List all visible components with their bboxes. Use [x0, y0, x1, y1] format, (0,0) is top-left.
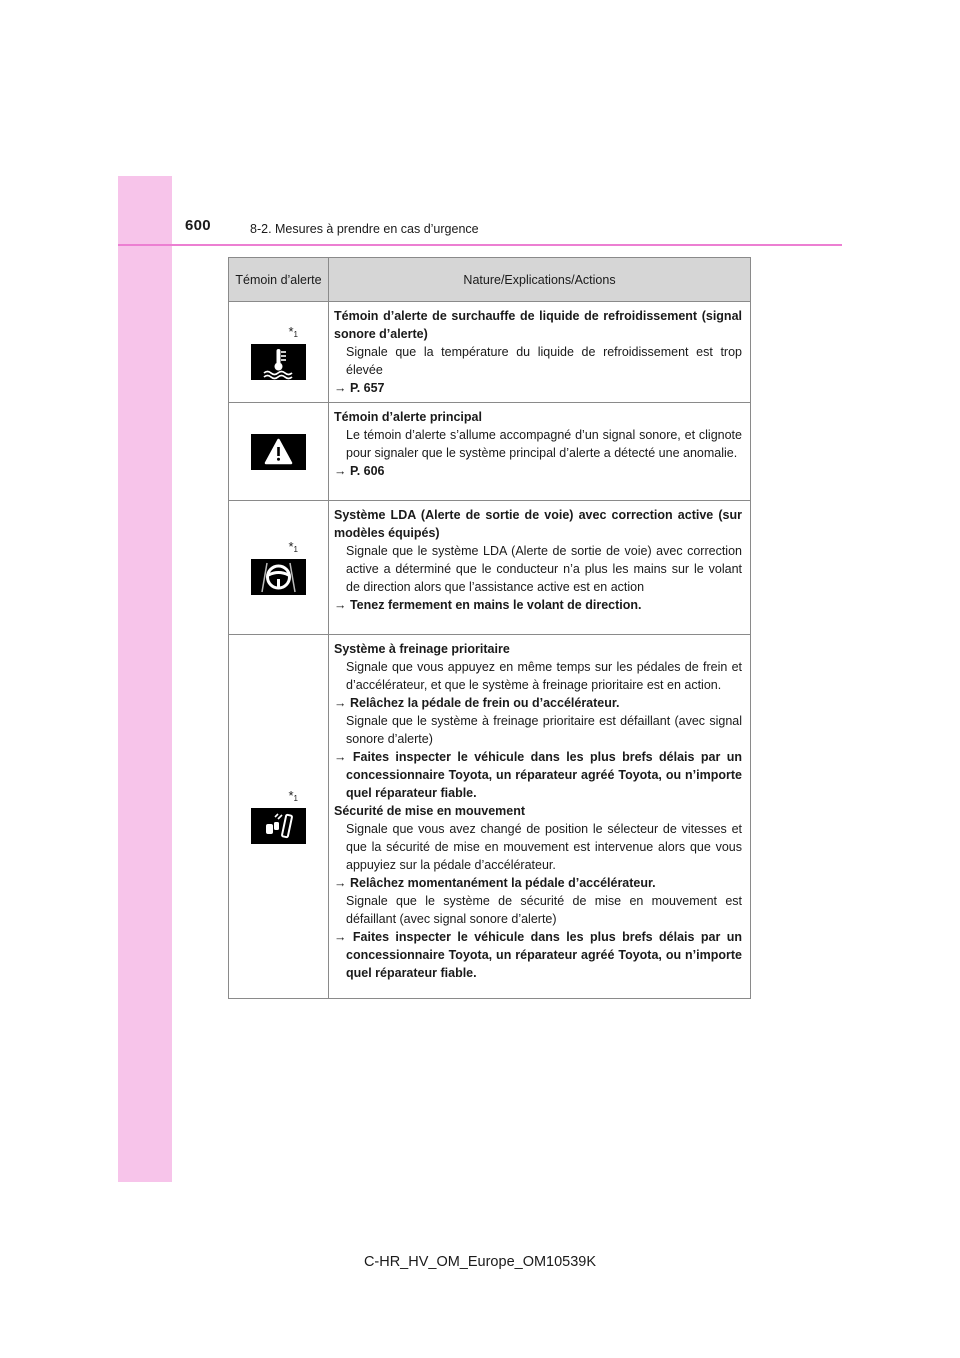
explanation-cell — [329, 635, 751, 999]
lane-departure-hands-off-icon — [251, 559, 306, 595]
document-code: C-HR_HV_OM_Europe_OM10539K — [363, 1254, 597, 1270]
table-header-row — [229, 258, 751, 302]
warning-title: Sécurité de mise en mouvement — [334, 804, 526, 818]
table-row — [229, 635, 751, 999]
brake-override-pedal-icon — [251, 808, 306, 844]
column-header-indicator: Témoin d’alerte — [229, 258, 329, 302]
warning-lights-table — [228, 257, 751, 999]
table-row — [229, 501, 751, 635]
table-row — [229, 403, 751, 501]
column-header-nature: Nature/Explications/Actions — [329, 258, 751, 302]
warning-description: Signale que vous avez changé de position le sélecteur de vitesses et que la sécurité de mise en mouvement est intervenue alors que vous appuyiez sur la pédale d’accélérateur. — [346, 822, 742, 872]
warning-description: Signale que la température du liquide de refroidissement est trop élevée — [346, 345, 742, 377]
warning-title: Système à freinage prioritaire — [334, 642, 510, 656]
indicator-cell — [229, 302, 329, 403]
page-reference: → P. 606 — [334, 464, 385, 478]
warning-title: Système LDA (Alerte de sortie de voie) avec correction active (sur modèles équipés) — [334, 508, 742, 540]
header-rule — [118, 244, 842, 246]
warning-description: Signale que vous appuyez en même temps sur les pédales de frein et d’accélérateur, et que le système à freinage prioritaire est en action. — [346, 660, 742, 692]
section-title: 8-2. Mesures à prendre en cas d’urgence — [250, 222, 479, 236]
warning-description: Signale que le système de sécurité de mise en mouvement est défaillant (avec signal sonore d’alerte) — [346, 894, 742, 926]
action-instruction: → Faites inspecter le véhicule dans les plus brefs délais par un concessionnaire Toyota, un réparateur agréé Toyota, ou n’importe quel réparateur fiable. — [334, 930, 742, 980]
footnote-marker: $*_1$ — [288, 539, 298, 554]
table-row — [229, 302, 751, 403]
warning-title: Témoin d’alerte de surchauffe de liquide de refroidissement (signal sonore d’alerte) — [334, 309, 742, 341]
action-instruction: → Faites inspecter le véhicule dans les plus brefs délais par un concessionnaire Toyota, un réparateur agréé Toyota, ou n’importe quel réparateur fiable. — [334, 750, 742, 800]
page-reference: → P. 657 — [334, 381, 385, 395]
master-warning-triangle-icon — [251, 434, 306, 470]
action-instruction: → Relâchez la pédale de frein ou d’accélérateur. — [334, 696, 620, 710]
footnote-marker: $*_1$ — [288, 788, 298, 803]
indicator-cell — [229, 635, 329, 999]
page-number: 600 — [185, 217, 211, 234]
action-instruction: → Tenez fermement en mains le volant de direction. — [334, 598, 642, 612]
indicator-cell — [229, 403, 329, 501]
chapter-side-band — [118, 176, 172, 1182]
action-instruction: → Relâchez momentanément la pédale d’accélérateur. — [334, 876, 656, 890]
explanation-cell — [329, 302, 751, 403]
warning-title: Témoin d’alerte principal — [334, 410, 482, 424]
warning-description: Signale que le système à freinage prioritaire est défaillant (avec signal sonore d’alerte) — [346, 714, 742, 746]
coolant-temperature-icon — [251, 344, 306, 380]
warning-description: Signale que le système LDA (Alerte de sortie de voie) avec correction active a déterminé que le conducteur n’a plus les mains sur le volant de direction alors que l’assistance active est en action — [346, 544, 742, 594]
explanation-cell — [329, 501, 751, 635]
indicator-cell — [229, 501, 329, 635]
explanation-cell — [329, 403, 751, 501]
footnote-marker: $*_1$ — [288, 323, 298, 339]
warning-description: Le témoin d’alerte s’allume accompagné d’un signal sonore, et clignote pour signaler que le système principal d’alerte a détecté une anomalie. — [346, 428, 742, 460]
